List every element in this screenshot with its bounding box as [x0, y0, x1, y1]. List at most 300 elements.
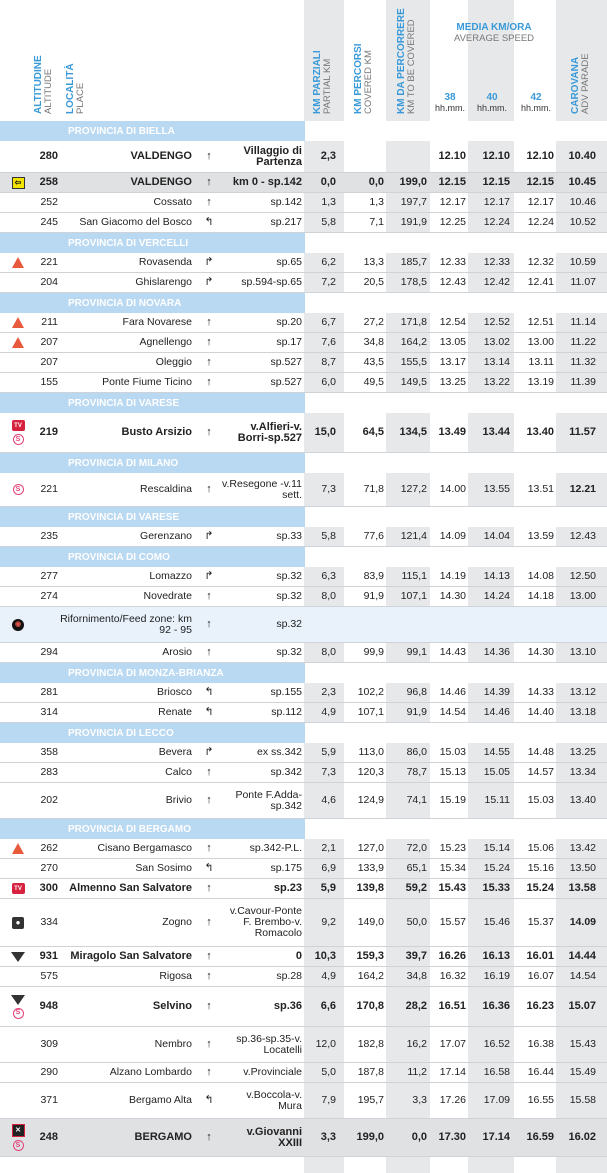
cell-s40: 13.14 [483, 356, 510, 368]
cell-dir: ↑ [206, 766, 212, 778]
table-row [0, 313, 607, 333]
cell-dir: ↑ [206, 483, 212, 495]
row-icons [6, 313, 30, 332]
cell-road: sp.28 [276, 970, 302, 982]
cell-tbc: 191,9 [400, 216, 427, 228]
cell-dir: ↑ [206, 970, 212, 982]
cell-dir: ↰ [204, 1094, 214, 1106]
table-row [0, 473, 607, 507]
cell-cov: 120,3 [357, 766, 384, 778]
cell-alt: 270 [40, 862, 58, 874]
cell-car: 15.49 [569, 1066, 596, 1078]
cell-part: 5,9 [320, 882, 336, 894]
cell-cov: 34,8 [363, 336, 384, 348]
cell-place: Rescaldina [140, 483, 192, 495]
cell-part: 9,2 [321, 916, 336, 928]
cell-s38: 14.46 [439, 686, 466, 698]
cell-road: sp.23 [273, 882, 302, 894]
province-bar-end [305, 507, 607, 527]
province-name: PROVINCIA DI BIELLA [68, 125, 175, 137]
cell-s40: 12.17 [483, 196, 510, 208]
cell-alt: 207 [40, 336, 58, 348]
cell-car: 11.39 [570, 376, 596, 388]
cell-s40: 16.52 [483, 1038, 510, 1050]
cell-road: v.Boccola-v. Mura [246, 1088, 302, 1112]
cell-cov: 49,5 [363, 376, 384, 388]
cell-cov: 199,0 [356, 1131, 384, 1143]
cell-s38: 17.07 [439, 1038, 466, 1050]
cell-tbc: 65,1 [406, 862, 427, 874]
cell-road: v.Resegone -v.11 sett. [222, 477, 302, 501]
cell-cov: 13,3 [363, 256, 384, 268]
cell-car: 13.10 [569, 646, 596, 658]
cell-car: 12.21 [569, 483, 596, 495]
cell-car: 13.12 [569, 686, 596, 698]
cell-s40: 12.15 [482, 176, 510, 188]
row-icons [6, 947, 30, 966]
province-name: PROVINCIA DI MILANO [68, 457, 179, 469]
cell-part: 10,3 [314, 950, 336, 962]
cell-part: 15,0 [314, 426, 336, 438]
table-row [0, 839, 607, 859]
cell-part: 8,0 [321, 646, 336, 658]
table-row [0, 683, 607, 703]
cell-dir: ↑ [206, 376, 212, 388]
cell-car: 14.44 [568, 950, 596, 962]
cell-dir: ↑ [206, 882, 212, 894]
table-row [0, 353, 607, 373]
cell-car: 10.40 [568, 150, 596, 162]
cell-s38: 12.10 [438, 150, 466, 162]
cell-tbc: 72,0 [406, 842, 427, 854]
table-row [0, 763, 607, 783]
cell-s42: 14.18 [527, 590, 554, 602]
cell-road: v.Giovanni XXIII [246, 1125, 302, 1149]
cell-dir: ↑ [206, 1038, 212, 1050]
cell-s42: 15.37 [527, 916, 554, 928]
province-header [0, 293, 607, 313]
cell-place: Rigosa [159, 970, 192, 982]
cell-s38: 14.54 [439, 706, 466, 718]
row-icons [6, 987, 30, 1026]
cell-tbc: 16,2 [406, 1038, 427, 1050]
cell-car: 10.46 [569, 196, 596, 208]
cell-car: 14.54 [569, 970, 596, 982]
cell-dir: ↑ [206, 950, 212, 962]
cell-s42: 16.55 [527, 1094, 554, 1106]
cell-dir: ↑ [206, 646, 212, 658]
cell-s38: 12.25 [439, 216, 466, 228]
cell-s38: 14.00 [439, 483, 466, 495]
cell-place: BERGAMO [134, 1131, 192, 1143]
cell-s40: 14.04 [483, 530, 510, 542]
cell-alt: 314 [40, 706, 58, 718]
kom-icon [11, 952, 25, 962]
cell-dir: ↰ [204, 862, 214, 874]
cell-s40: 16.36 [482, 1000, 510, 1012]
province-header [0, 819, 607, 839]
table-row [0, 1083, 607, 1119]
table-row [0, 273, 607, 293]
table-row [0, 899, 607, 947]
cell-s38: 12.15 [438, 176, 466, 188]
cell-dir: ↑ [206, 794, 212, 806]
cell-car: 14.09 [569, 916, 596, 928]
cell-alt: 281 [40, 686, 58, 698]
cell-tbc: 127,2 [400, 483, 427, 495]
cell-s38: 16.26 [438, 950, 466, 962]
cell-place: Renate [158, 706, 192, 718]
table-row [0, 173, 607, 193]
cell-s42: 16.44 [527, 1066, 554, 1078]
cell-s40: 14.13 [483, 570, 510, 582]
cell-s42: 13.51 [527, 483, 554, 495]
level-crossing-icon [12, 843, 24, 854]
row-icons [6, 839, 30, 858]
cell-s40: 12.33 [483, 256, 510, 268]
province-name: PROVINCIA DI NOVARA [68, 297, 182, 309]
cell-s42: 14.08 [527, 570, 554, 582]
cell-s38: 14.30 [439, 590, 466, 602]
cell-s38: 13.49 [438, 426, 466, 438]
cell-alt: 280 [39, 150, 58, 162]
cell-tbc: 197,7 [400, 196, 427, 208]
cell-place: Almenno San Salvatore [69, 882, 192, 894]
table-row [0, 413, 607, 453]
cell-dir: ↱ [204, 530, 214, 542]
cell-road: sp.342-P.L. [249, 842, 302, 854]
cell-s42: 14.40 [527, 706, 554, 718]
cell-road: Ponte F.Adda-sp.342 [235, 788, 302, 812]
cell-s38: 14.43 [439, 646, 466, 658]
table-row [0, 567, 607, 587]
cell-cov: 133,9 [357, 862, 384, 874]
cell-place: Gerenzano [140, 530, 192, 542]
cell-part: 7,3 [321, 766, 336, 778]
cell-part: 1,3 [321, 196, 336, 208]
cell-car: 12.43 [569, 530, 596, 542]
cell-dir: ↰ [204, 706, 214, 718]
cell-car: 10.45 [568, 176, 596, 188]
province-header [0, 393, 607, 413]
table-row [0, 987, 607, 1027]
cell-s38: 15.23 [439, 842, 466, 854]
cell-cov: 124,9 [357, 794, 384, 806]
cell-road: sp.527 [270, 356, 302, 368]
cell-car: 15.07 [568, 1000, 596, 1012]
cell-tbc: 99,1 [406, 646, 427, 658]
cell-road: ex ss.342 [257, 746, 302, 758]
cell-tbc: 171,8 [400, 316, 427, 328]
cell-s42: 12.10 [526, 150, 554, 162]
cell-alt: 235 [40, 530, 58, 542]
cell-cov [346, 141, 384, 172]
table-row [0, 947, 607, 967]
cell-part: 7,3 [321, 483, 336, 495]
cell-s42: 12.15 [526, 176, 554, 188]
cell-cov: 64,5 [362, 426, 384, 438]
cell-place: Rovasenda [138, 256, 192, 268]
cell-alt: 358 [40, 746, 58, 758]
mountain-sprint-icon: ● [12, 917, 24, 929]
cell-dir: ↑ [206, 1131, 212, 1143]
cell-part: 4,9 [321, 706, 336, 718]
cell-s42: 13.40 [526, 426, 554, 438]
cell-part: 7,9 [321, 1094, 336, 1106]
cell-tbc: 78,7 [406, 766, 427, 778]
header-altitude: ALTITUDINE ALTITUDE [33, 55, 54, 114]
cell-s40: 16.13 [482, 950, 510, 962]
province-header [0, 121, 607, 141]
cell-alt: 334 [40, 916, 58, 928]
cell-cov [346, 607, 384, 642]
cell-car: 13.42 [569, 842, 596, 854]
cell-place: San Sosimo [135, 862, 192, 874]
cell-cov: 77,6 [363, 530, 384, 542]
cell-s42: 12.17 [527, 196, 554, 208]
cell-part: 5,9 [321, 746, 336, 758]
cell-tbc [386, 141, 427, 172]
sprint-icon: S [13, 484, 24, 495]
cell-s40: 13.02 [483, 336, 510, 348]
cell-s42: 15.24 [526, 882, 554, 894]
cell-s40: 12.24 [483, 216, 510, 228]
cell-s42: 16.23 [526, 1000, 554, 1012]
province-bar-end [305, 819, 607, 839]
table-row [0, 213, 607, 233]
cell-road: sp.36-sp.35-v. Locatelli [236, 1032, 302, 1056]
cell-alt: 277 [40, 570, 58, 582]
table-row [0, 373, 607, 393]
cell-s42: 15.16 [527, 862, 554, 874]
cell-s38: 15.57 [439, 916, 466, 928]
cell-s42: 13.59 [527, 530, 554, 542]
cell-tbc: 107,1 [400, 590, 427, 602]
cell-car: 12.50 [569, 570, 596, 582]
cell-road: sp.20 [276, 316, 302, 328]
cell-s40: 13.55 [483, 483, 510, 495]
cell-place: Bevera [158, 746, 192, 758]
cell-place: Zogno [162, 916, 192, 928]
cell-tbc: 39,7 [405, 950, 427, 962]
cell-place: Miragolo San Salvatore [70, 950, 192, 962]
cell-road: sp.155 [270, 686, 302, 698]
cell-alt: 248 [39, 1131, 58, 1143]
table-row [0, 743, 607, 763]
cell-road: 0 [295, 950, 302, 962]
header-tbc: KM DA PERCORRERE KM TO BE COVERED [396, 8, 417, 114]
cell-car: 11.32 [570, 356, 596, 368]
cell-road: sp.32 [276, 590, 302, 602]
cell-place: Agnellengo [139, 336, 192, 348]
cell-car: 11.57 [569, 426, 596, 438]
cell-s38: 12.17 [439, 196, 466, 208]
cell-road: sp.342 [270, 766, 302, 778]
cell-s40: 17.09 [483, 1094, 510, 1106]
row-icons [6, 253, 30, 272]
cell-alt: 283 [40, 766, 58, 778]
cell-s42: 12.51 [527, 316, 554, 328]
cell-s40: 12.10 [482, 150, 510, 162]
row-icons [6, 173, 30, 192]
cell-cov: 187,8 [357, 1066, 384, 1078]
cell-s42: 13.00 [527, 336, 554, 348]
cell-dir: ↱ [204, 276, 214, 288]
cell-s40: 14.36 [483, 646, 510, 658]
row-icons [6, 1119, 30, 1156]
table-row [0, 1063, 607, 1083]
row-icons [6, 607, 30, 642]
cell-tbc: 164,2 [400, 336, 427, 348]
cell-dir: ↑ [206, 590, 212, 602]
cell-s42: 12.32 [527, 256, 554, 268]
cell-tbc: 115,1 [401, 570, 427, 582]
cell-place: Oleggio [155, 356, 192, 368]
cell-s42: 15.03 [527, 794, 554, 806]
cell-place: Arosio [162, 646, 192, 658]
cell-tbc: 0,0 [411, 1131, 427, 1143]
table-row [0, 253, 607, 273]
cell-alt: 948 [39, 1000, 58, 1012]
cell-alt: 258 [39, 176, 58, 188]
cell-s40: 13.22 [483, 376, 510, 388]
province-name: PROVINCIA DI BERGAMO [68, 823, 191, 835]
cell-tbc: 121,4 [400, 530, 427, 542]
cell-s38: 16.32 [439, 970, 466, 982]
cell-part: 6,7 [321, 316, 336, 328]
cell-cov: 170,8 [356, 1000, 384, 1012]
row-icons [6, 333, 30, 352]
cell-cov: 139,8 [356, 882, 384, 894]
cell-part: 2,3 [321, 686, 336, 698]
cell-cov: 20,5 [363, 276, 384, 288]
province-bar-end [305, 393, 607, 413]
cell-s40: 15.24 [483, 862, 510, 874]
table-row [0, 703, 607, 723]
cell-part: 5,8 [321, 530, 336, 542]
cell-tbc: 199,0 [399, 176, 427, 188]
cell-car: 13.18 [569, 706, 596, 718]
cell-cov: 127,0 [357, 842, 384, 854]
cell-s42: 15.06 [527, 842, 554, 854]
cell-road: Villaggio di Partenza [243, 144, 302, 168]
cell-dir: ↑ [206, 1000, 212, 1012]
cell-s38: 16.51 [438, 1000, 466, 1012]
cell-s38: 14.09 [439, 530, 466, 542]
province-header [0, 723, 607, 743]
cell-tbc: 34,8 [406, 970, 427, 982]
cell-dir: ↰ [204, 216, 214, 228]
table-row [0, 859, 607, 879]
start-icon: ⇦ [12, 177, 25, 189]
cell-car: 15.58 [569, 1094, 596, 1106]
cell-cov: 99,9 [363, 646, 384, 658]
cell-alt: 371 [40, 1094, 58, 1106]
cell-part: 6,2 [321, 256, 336, 268]
cell-s38: 15.34 [439, 862, 466, 874]
cell-part: 8,0 [321, 590, 336, 602]
cell-cov: 7,1 [369, 216, 384, 228]
cell-alt: 262 [40, 842, 58, 854]
table-row [0, 1119, 607, 1157]
cell-s42: 16.59 [526, 1131, 554, 1143]
cell-alt: 309 [40, 1038, 58, 1050]
cell-road: sp.175 [270, 862, 302, 874]
cell-alt: 931 [39, 950, 58, 962]
cell-dir: ↑ [206, 618, 212, 630]
province-header [0, 233, 607, 253]
table-row [0, 527, 607, 547]
cell-alt: 155 [40, 376, 58, 388]
cell-cov: 27,2 [363, 316, 384, 328]
cell-s42: 12.41 [527, 276, 554, 288]
cell-car: 13.00 [569, 590, 596, 602]
cell-tbc: 59,2 [405, 882, 427, 894]
cell-s42 [516, 607, 554, 642]
cell-dir: ↑ [206, 916, 212, 928]
cell-cov: 1,3 [369, 196, 384, 208]
cell-part: 5,8 [321, 216, 336, 228]
table-row [0, 967, 607, 987]
header-speed-42: 42 hh.mm. [520, 92, 551, 113]
cell-cov: 149,0 [357, 916, 384, 928]
cell-place: Bergamo Alta [128, 1094, 192, 1106]
table-row [0, 193, 607, 213]
cell-tbc: 86,0 [406, 746, 427, 758]
cell-s38: 13.05 [439, 336, 466, 348]
cell-s38: 13.25 [439, 376, 466, 388]
cell-road: v.Provinciale [243, 1066, 302, 1078]
province-header [0, 507, 607, 527]
cell-alt: 245 [40, 216, 58, 228]
cell-s38 [430, 607, 466, 642]
cell-place: Calco [165, 766, 192, 778]
cell-tbc: 185,7 [400, 256, 427, 268]
cell-alt: 575 [40, 970, 58, 982]
level-crossing-icon [12, 257, 24, 268]
cell-s42: 14.33 [527, 686, 554, 698]
province-bar-end [305, 547, 607, 567]
cell-s38: 17.26 [439, 1094, 466, 1106]
cell-road: sp.142 [270, 196, 302, 208]
header-speed-38: 38 hh.mm. [434, 92, 465, 113]
cell-road: sp.112 [271, 706, 302, 718]
cell-part: 2,1 [321, 842, 336, 854]
cell-dir: ↰ [204, 686, 214, 698]
cell-part: 0,0 [320, 176, 336, 188]
cell-s40: 14.39 [483, 686, 510, 698]
cell-s38: 15.03 [439, 746, 466, 758]
cell-tbc: 28,2 [405, 1000, 427, 1012]
cell-car: 11.07 [570, 276, 596, 288]
cell-tbc [386, 607, 427, 642]
cell-tbc: 50,0 [406, 916, 427, 928]
cell-s42: 16.38 [527, 1038, 554, 1050]
cell-tbc: 3,3 [412, 1094, 427, 1106]
cell-dir: ↑ [206, 356, 212, 368]
table-row [0, 643, 607, 663]
cell-part [306, 607, 336, 642]
cell-s38: 15.19 [439, 794, 466, 806]
cell-dir: ↑ [206, 842, 212, 854]
cell-cov: 83,9 [363, 570, 384, 582]
province-name: PROVINCIA DI VARESE [68, 511, 180, 523]
cell-s40 [472, 607, 510, 642]
cell-dir: ↑ [206, 336, 212, 348]
province-bar-end [305, 121, 607, 141]
cell-road: sp.33 [276, 530, 302, 542]
cell-place: Rifornimento/Feed zone: km 92 - 95 [60, 612, 192, 636]
